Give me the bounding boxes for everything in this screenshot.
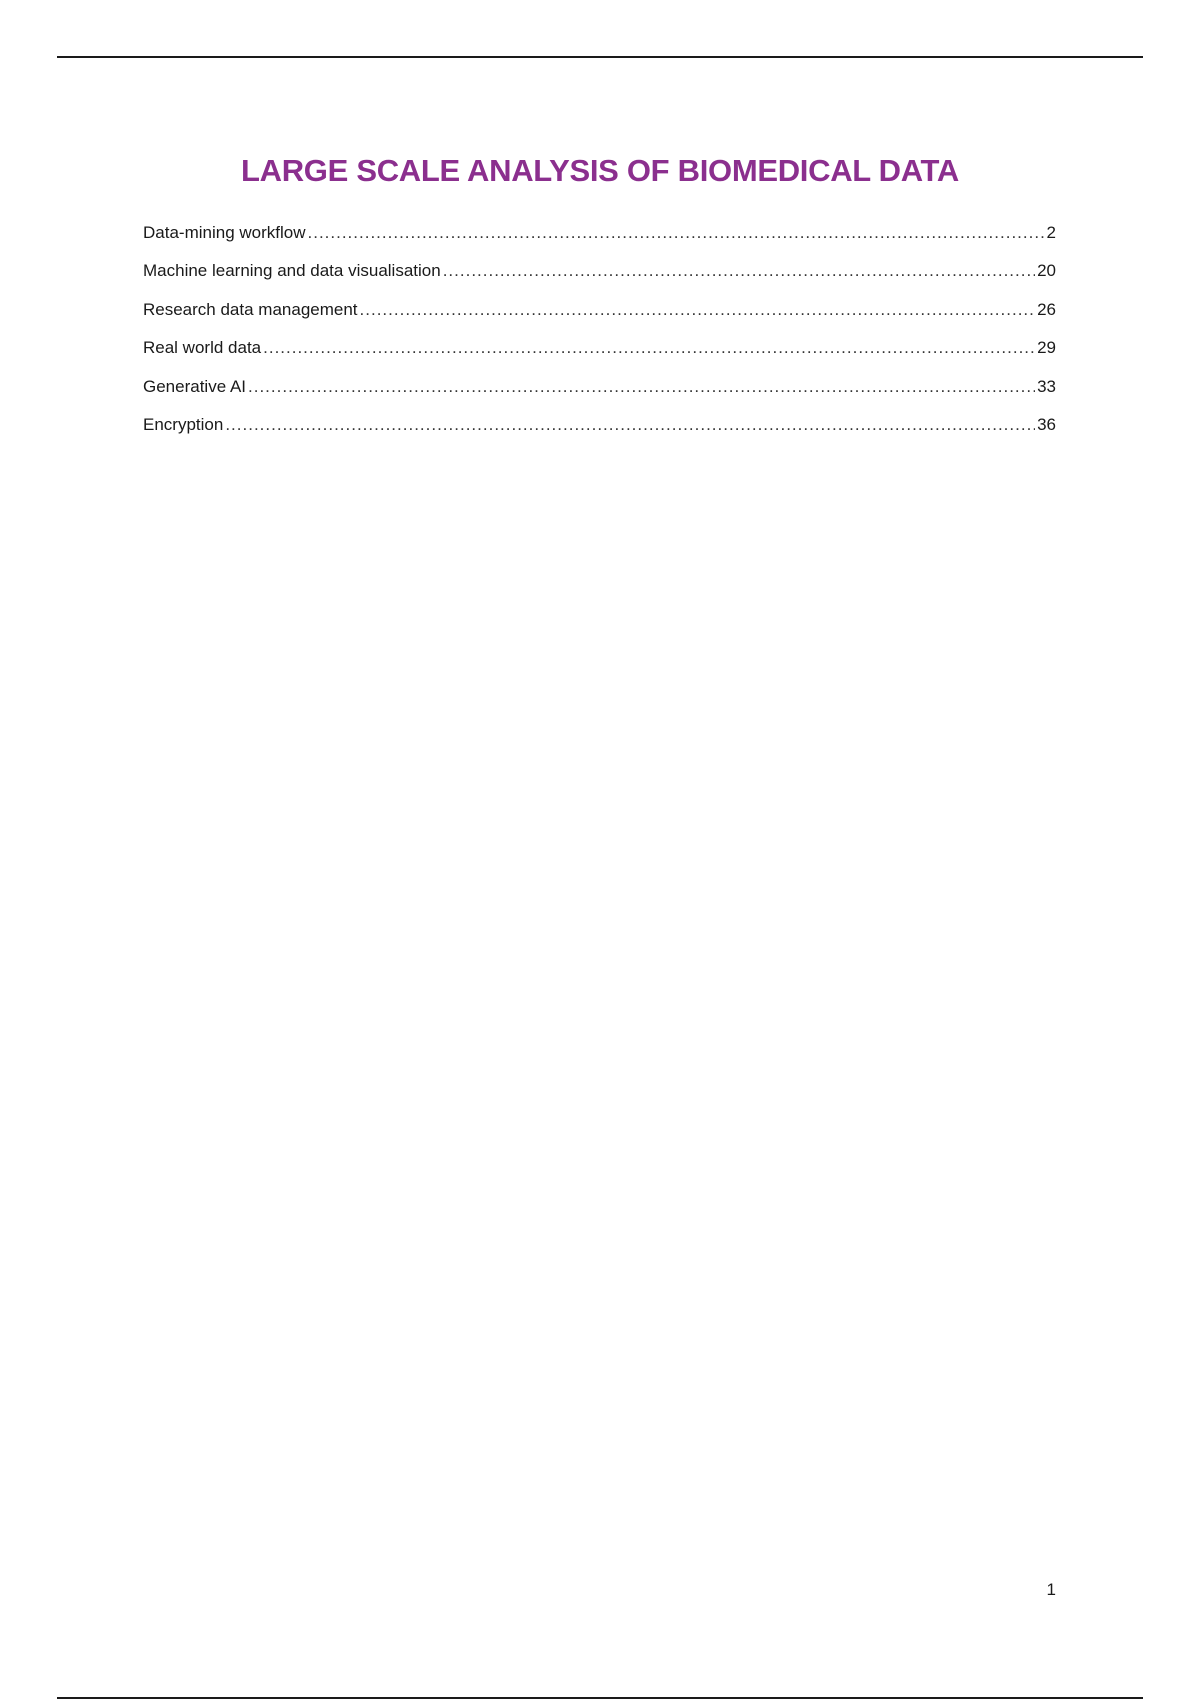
toc-dot-leader bbox=[360, 300, 1036, 320]
toc-dot-leader bbox=[248, 377, 1035, 397]
toc-entry[interactable] bbox=[143, 338, 1056, 376]
toc-dot-leader bbox=[225, 415, 1035, 435]
toc-entry-label: Data-mining workflow bbox=[143, 223, 306, 242]
header-rule bbox=[57, 56, 1143, 58]
toc-entry-label: Encryption bbox=[143, 414, 224, 434]
toc-entry-page: 29 bbox=[1037, 338, 1056, 358]
toc-entry-page: 33 bbox=[1037, 376, 1056, 396]
toc-entry[interactable] bbox=[143, 300, 1056, 338]
toc-entry-page: 20 bbox=[1037, 261, 1056, 281]
table-of-contents bbox=[143, 223, 1056, 453]
footer-rule bbox=[57, 1697, 1143, 1699]
toc-dot-leader bbox=[263, 338, 1035, 358]
toc-entry[interactable] bbox=[143, 261, 1056, 299]
toc-entry-page: 26 bbox=[1037, 299, 1056, 319]
toc-entry-page: 2 bbox=[1046, 223, 1056, 242]
page-number: 1 bbox=[1046, 1580, 1056, 1599]
toc-dot-leader bbox=[443, 261, 1035, 281]
toc-entry-label: Real world data bbox=[143, 338, 262, 358]
toc-entry-label: Machine learning and data visualisation bbox=[143, 261, 441, 281]
toc-entry-label: Research data management bbox=[143, 299, 358, 319]
toc-entry[interactable] bbox=[143, 415, 1056, 453]
toc-dot-leader bbox=[308, 223, 1045, 243]
toc-entry[interactable] bbox=[143, 223, 1056, 261]
toc-entry-label: Generative AI bbox=[143, 376, 247, 396]
toc-entry-page: 36 bbox=[1037, 414, 1056, 434]
toc-entry[interactable] bbox=[143, 377, 1056, 415]
document-title: LARGE SCALE ANALYSIS OF BIOMEDICAL DATA bbox=[241, 153, 959, 188]
